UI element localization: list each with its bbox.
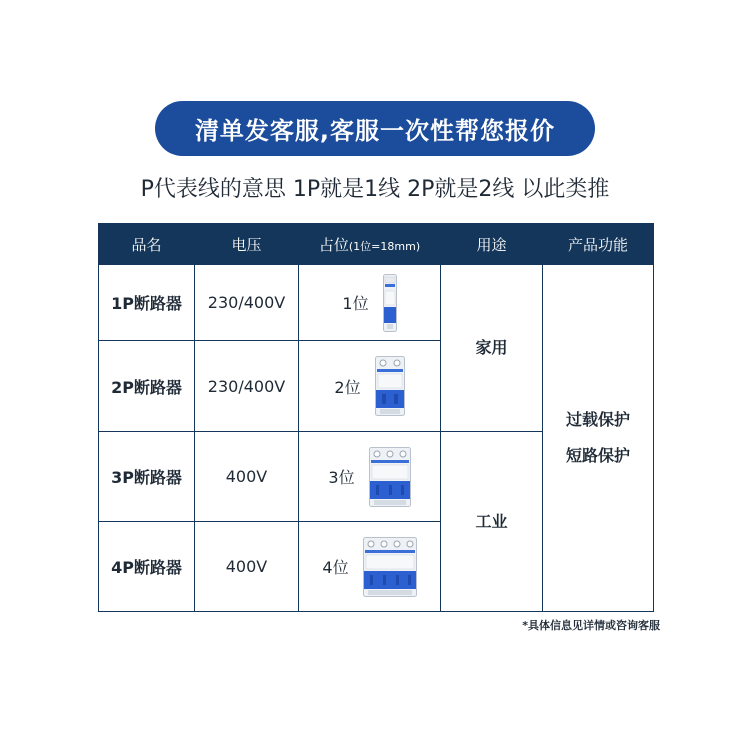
row-voltage: 230/400V bbox=[195, 265, 299, 341]
subtitle: P代表线的意思 1P就是1线 2P就是2线 以此类推 bbox=[140, 177, 610, 202]
banner-title: 清单发客服,客服一次性帮您报价 bbox=[155, 101, 595, 156]
row-occupancy-cell bbox=[299, 341, 441, 432]
header-name: 品名 bbox=[99, 224, 195, 265]
header-occupancy bbox=[299, 224, 441, 265]
usage-industrial: 工业 bbox=[441, 432, 543, 612]
row-name: 2P断路器 bbox=[99, 341, 195, 432]
function-cell bbox=[543, 265, 654, 612]
row-name: 4P断路器 bbox=[99, 522, 195, 612]
row-occupancy-cell bbox=[299, 522, 441, 612]
footnote: *具体信息见详情或咨询客服 bbox=[522, 619, 660, 632]
circuit-breaker-4p-icon bbox=[363, 537, 417, 597]
header-usage: 用途 bbox=[441, 224, 543, 265]
row-name: 3P断路器 bbox=[99, 432, 195, 522]
header-function: 产品功能 bbox=[543, 224, 654, 265]
row-voltage: 400V bbox=[195, 522, 299, 612]
row-occupancy: 4位 bbox=[322, 558, 349, 577]
row-occupancy: 1位 bbox=[342, 294, 369, 313]
spec-table bbox=[98, 223, 654, 612]
circuit-breaker-1p-icon bbox=[383, 274, 397, 332]
header-voltage: 电压 bbox=[195, 224, 299, 265]
function-short-circuit: 短路保护 bbox=[565, 446, 630, 465]
table-row bbox=[99, 265, 654, 341]
row-occupancy: 3位 bbox=[328, 468, 355, 487]
function-overload: 过载保护 bbox=[565, 410, 630, 429]
header-occupancy-main: 占位 bbox=[318, 235, 349, 254]
table-header-row bbox=[99, 224, 654, 265]
usage-household: 家用 bbox=[441, 265, 543, 432]
row-occupancy-cell bbox=[299, 432, 441, 522]
row-voltage: 400V bbox=[195, 432, 299, 522]
circuit-breaker-2p-icon bbox=[375, 356, 405, 416]
row-voltage: 230/400V bbox=[195, 341, 299, 432]
header-occupancy-note: (1位=18mm) bbox=[348, 239, 421, 253]
circuit-breaker-3p-icon bbox=[369, 447, 411, 507]
row-occupancy: 2位 bbox=[334, 377, 361, 397]
row-name: 1P断路器 bbox=[99, 265, 195, 341]
row-occupancy-cell bbox=[299, 265, 441, 341]
